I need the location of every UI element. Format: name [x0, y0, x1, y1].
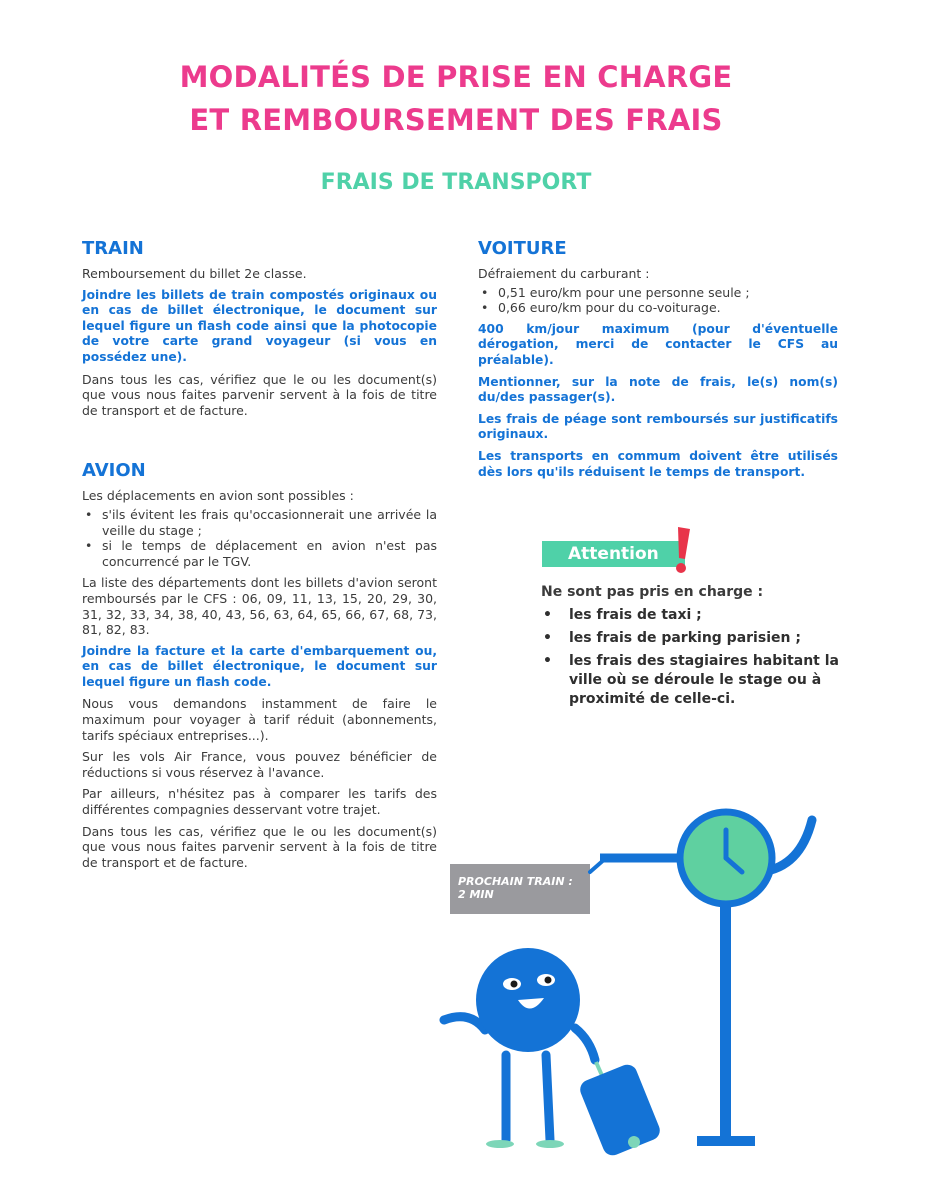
attention-tag — [540, 537, 692, 569]
attention-lead: Ne sont pas pris en charge : — [541, 584, 764, 600]
train-heading: TRAIN — [82, 238, 144, 259]
voiture-note: Les frais de péage sont remboursés sur justificatifs originaux. — [478, 411, 838, 442]
sign-line-2: 2 MIN — [458, 888, 494, 901]
list-item: • si le temps de déplacement en avion n'est pas concurrencé par le TGV. — [82, 538, 437, 569]
avion-paragraph: Dans tous les cas, vérifiez que le ou les document(s) que vous nous faites parvenir servent à la fois de titre de transport et de facture. — [82, 823, 437, 870]
voiture-rates-list — [478, 285, 838, 316]
list-item: • les frais de taxi ; — [541, 606, 841, 625]
sign-text — [458, 875, 592, 901]
page-title-line-2: ET REMBOURSEMENT DES FRAIS — [189, 103, 723, 137]
voiture-note: Les transports en commum doivent être utilisés dès lors qu'ils réduisent le temps de transport. — [478, 448, 838, 479]
list-item: • 0,51 euro/km pour une personne seule ; — [478, 285, 838, 301]
avion-paragraph: Sur les vols Air France, vous pouvez bénéficier de réductions si vous réservez à l'avance. — [82, 749, 437, 780]
voiture-note: Mentionner, sur la note de frais, le(s) nom(s) du/des passager(s). — [478, 374, 838, 405]
avion-departments: La liste des départements dont les billets d'avion seront remboursés par le CFS : 06, 09, 11, 13, 15, 20, 29, 30, 31, 32, 33, 34, 38, 40, 43, 56, 63, 64, 65, 66, 67, 68, 73, 81, 82, 83. — [82, 575, 437, 638]
avion-paragraph: Nous vous demandons instamment de faire le maximum pour voyager à tarif réduit (abonnements, tarifs spéciaux entreprises...). — [82, 696, 437, 743]
train-intro: Remboursement du billet 2e classe. — [82, 266, 307, 281]
sign-line-1: PROCHAIN TRAIN : — [458, 875, 573, 888]
section-title: FRAIS DE TRANSPORT — [320, 170, 592, 195]
list-item: • s'ils évitent les frais qu'occasionnerait une arrivée la veille du stage ; — [82, 507, 437, 538]
attention-list — [541, 606, 841, 709]
attention-label: Attention — [542, 541, 685, 567]
avion-paragraph: Par ailleurs, n'hésitez pas à comparer les tarifs des différentes compagnies desservant votre trajet. — [82, 786, 437, 818]
train-instruction: Joindre les billets de train compostés originaux ou en cas de billet électronique, le document sur lequel figure un flash code ainsi que la photocopie de votre carte grand voyageur (si vous en possédez une). — [82, 287, 437, 364]
page-title-line-1: MODALITÉS DE PRISE EN CHARGE — [179, 60, 733, 94]
avion-heading: AVION — [82, 460, 146, 482]
train-section — [82, 238, 437, 418]
right-column — [478, 238, 838, 480]
voiture-note: 400 km/jour maximum (pour d'éventuelle dérogation, merci de contacter le CFS au préalable). — [478, 321, 838, 367]
list-item: • les frais de parking parisien ; — [541, 629, 841, 648]
avion-intro: Les déplacements en avion sont possibles : — [82, 488, 354, 504]
exclamation-icon — [672, 525, 694, 575]
page-title — [0, 56, 912, 142]
character-icon — [444, 948, 595, 1148]
avion-section — [82, 460, 437, 870]
suitcase-icon — [577, 1062, 663, 1159]
list-item: • 0,66 euro/km pour du co-voiturage. — [478, 300, 838, 316]
clock-icon — [680, 812, 772, 904]
avion-instruction: Joindre la facture et la carte d'embarquement ou, en cas de billet électronique, le document sur lequel figure un flash code. — [82, 643, 437, 689]
left-column — [82, 238, 437, 870]
traveler-illustration — [430, 800, 850, 1160]
voiture-section — [478, 238, 838, 480]
list-item: • les frais des stagiaires habitant la ville où se déroule le stage ou à proximité de celle-ci. — [541, 652, 841, 709]
voiture-heading: VOITURE — [478, 238, 567, 259]
voiture-intro: Défraiement du carburant : — [478, 266, 650, 281]
attention-box — [541, 582, 841, 713]
avion-conditions-list — [82, 507, 437, 569]
train-note: Dans tous les cas, vérifiez que le ou les document(s) que vous nous faites parvenir servent à la fois de titre de transport et de facture. — [82, 371, 437, 418]
